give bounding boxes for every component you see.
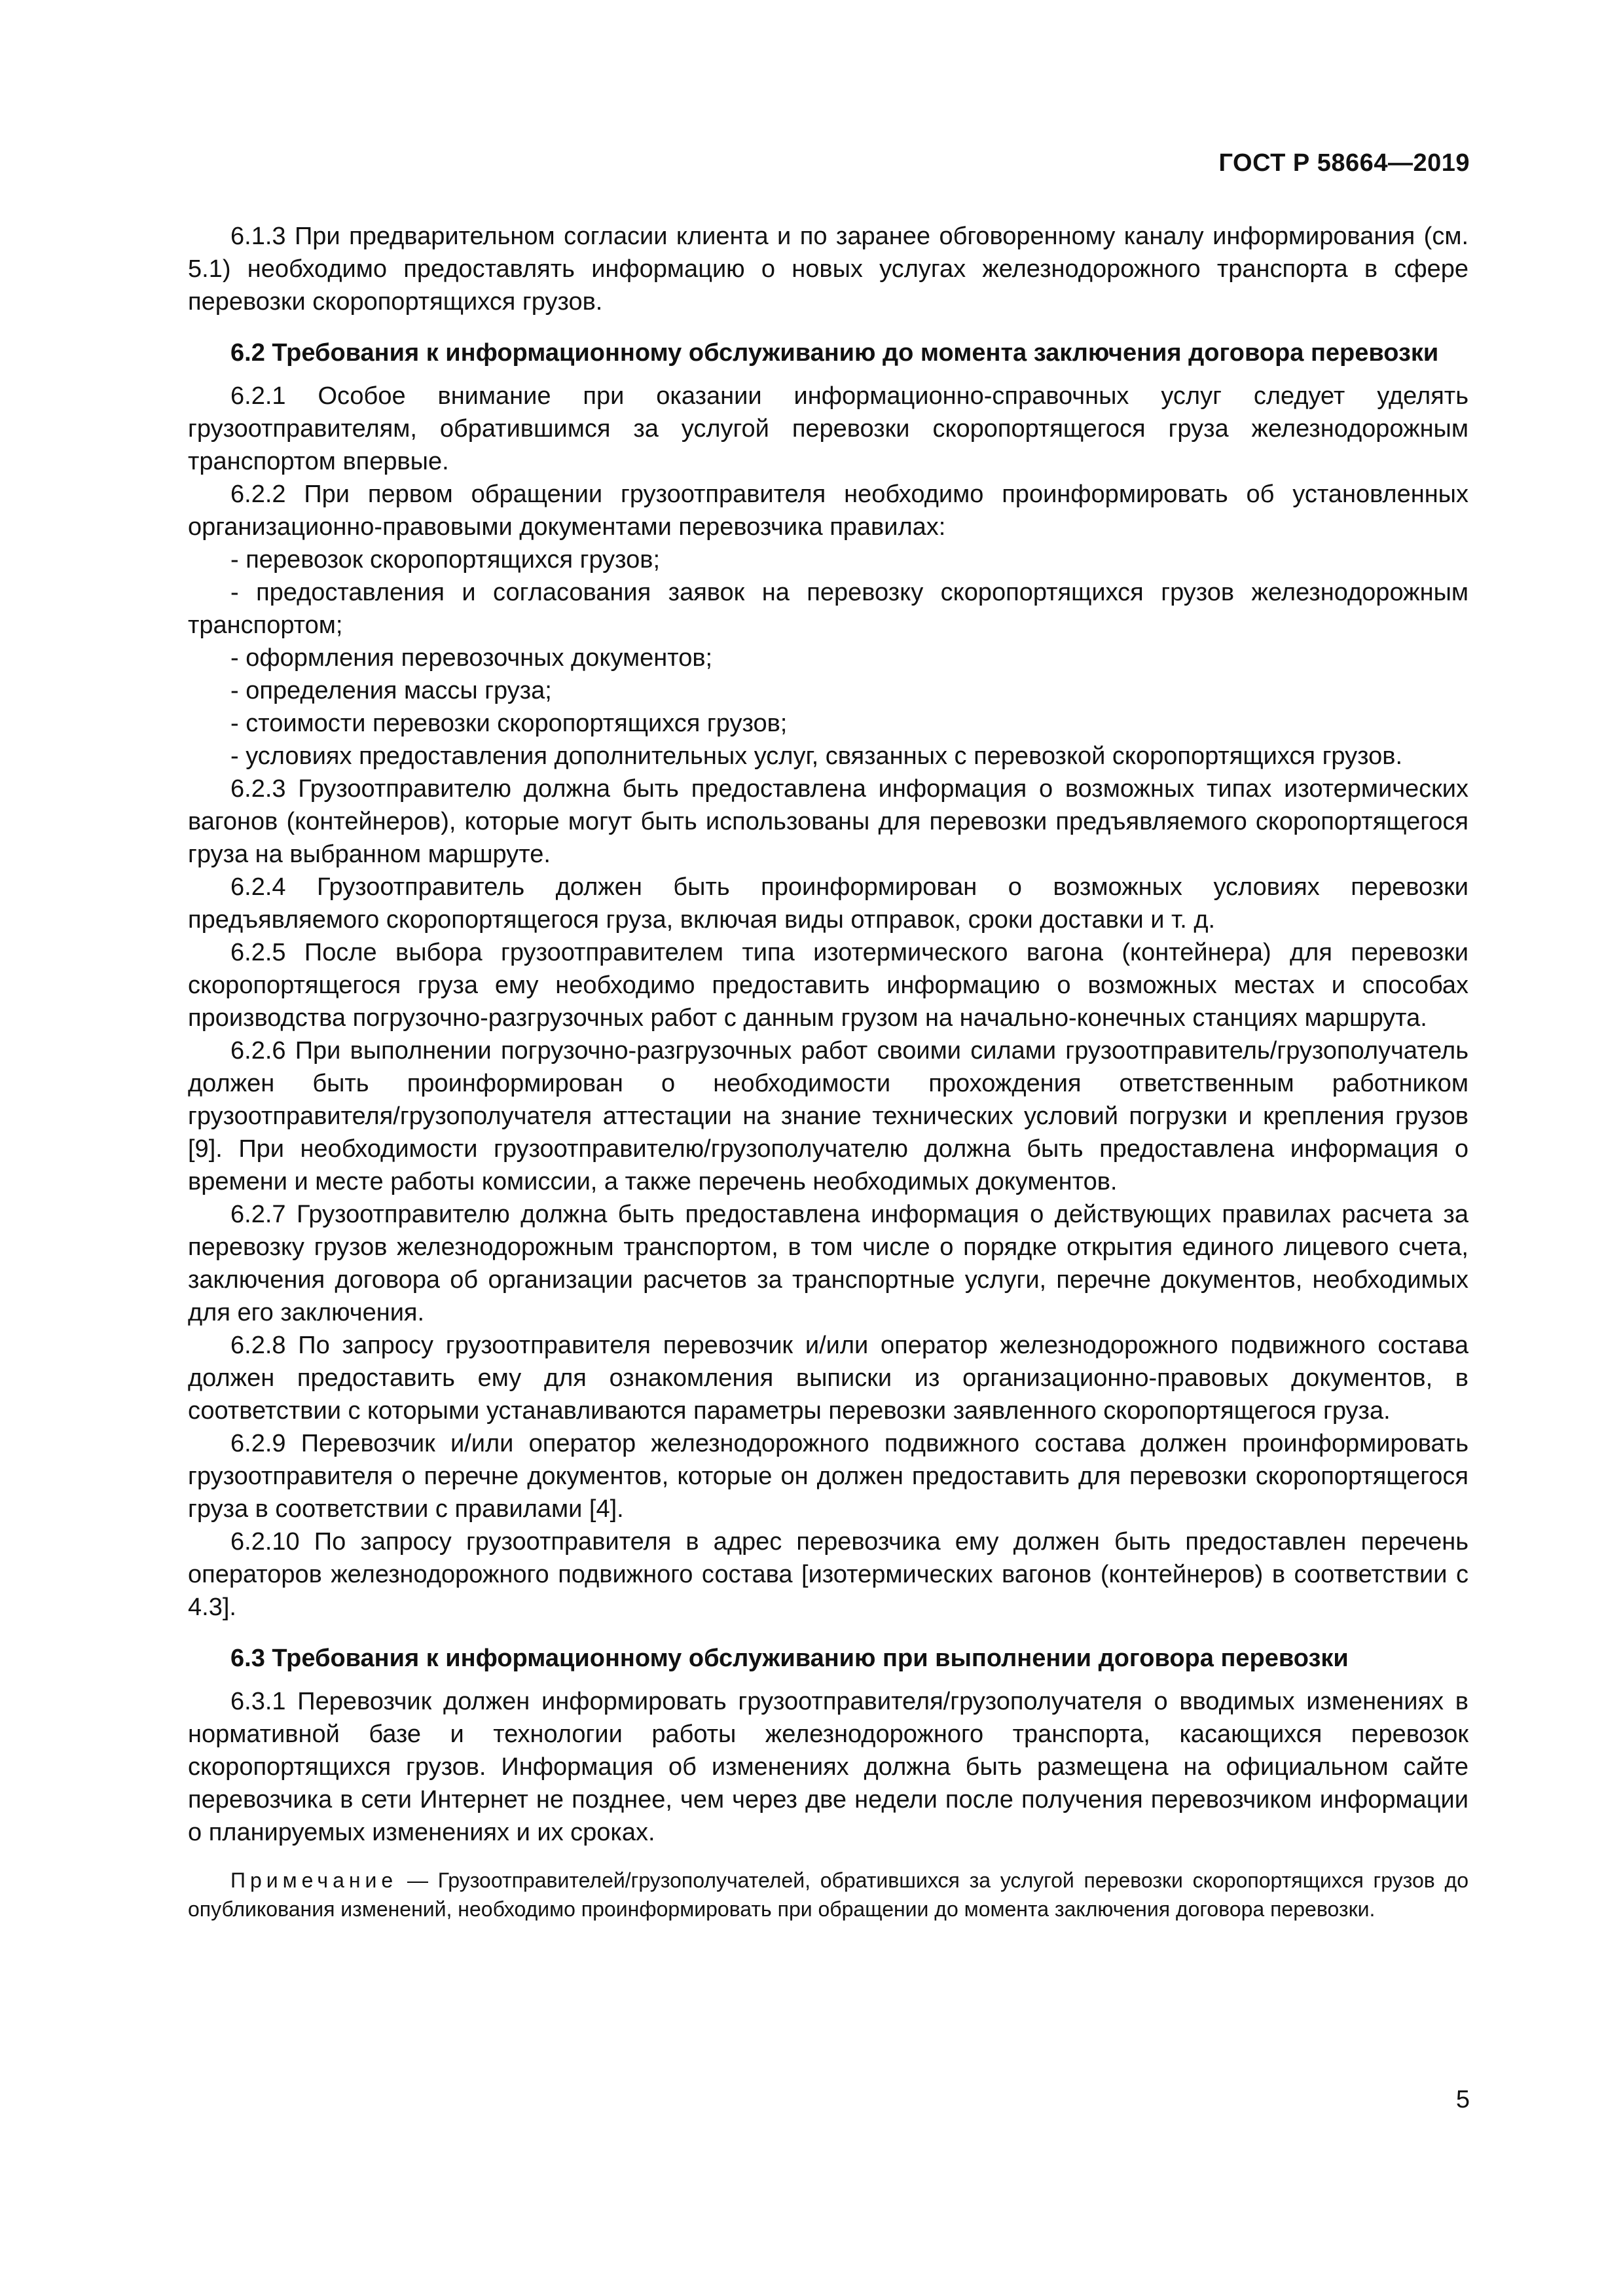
paragraph-6-2-2: 6.2.2 При первом обращении грузоотправителя необходимо проинформировать об установленных организационно-правовыми документами перевозчика правилах: [188, 481, 1468, 541]
list-item: - оформления перевозочных документов; [230, 644, 713, 672]
paragraph-6-3-1: 6.3.1 Перевозчик должен информировать грузоотправителя/грузополучателя о вводимых изменениях в нормативной базе и технологии работы железнодорожного транспорта, касающихся перевозок скоропортящихся грузов. Информация об изменениях должна быть размещена на официальном сайте перевозчика в сети Интернет не позднее, чем через две недели после получения перевозчиком информации о планируемых изменениях и их сроках. [188, 1688, 1468, 1846]
note-text: — Грузоотправителей/грузополучателей, обратившихся за услугой перевозки скоропортящихся грузов до опубликования изменений, необходимо проинформировать при обращении до момента заключения договора перевозки. [188, 1868, 1468, 1921]
paragraph-6-2-8: 6.2.8 По запросу грузоотправителя перевозчик и/или оператор железнодорожного подвижного состава должен предоставить ему для ознакомления выписки из организационно-правовых документов, в соответствии с которыми устанавливаются параметры перевозки заявленного скоропортящегося груза. [188, 1332, 1468, 1425]
note [188, 1866, 1468, 1923]
paragraph-6-2-1: 6.2.1 Особое внимание при оказании информационно-справочных услуг следует уделять грузоотправителям, обратившимся за услугой перевозки скоропортящегося груза железнодорожным транспортом впервые. [188, 382, 1468, 475]
list-item: - условиях предоставления дополнительных услуг, связанных с перевозкой скоропортящихся грузов. [230, 742, 1403, 770]
list-item: - перевозок скоропортящихся грузов; [230, 546, 661, 574]
paragraph-6-2-5: 6.2.5 После выбора грузоотправителем типа изотермического вагона (контейнера) для перевозки скоропортящегося груза ему необходимо предоставить информацию о возможных местах и способах производства погрузочно-разгрузочных работ с данным грузом на начально-конечных станциях маршрута. [188, 939, 1468, 1032]
paragraph-6-2-10: 6.2.10 По запросу грузоотправителя в адрес перевозчика ему должен быть предоставлен перечень операторов железнодорожного подвижного состава [изотермических вагонов (контейнеров) в соответствии с 4.3]. [188, 1528, 1468, 1621]
document-body [188, 220, 1468, 1923]
section-heading-6-3: 6.3 Требования к информационному обслуживанию при выполнении договора перевозки [230, 1645, 1349, 1672]
rules-list [188, 543, 1468, 773]
paragraph-6-2-3: 6.2.3 Грузоотправителю должна быть предоставлена информация о возможных типах изотермических вагонов (контейнеров), которые могут быть использованы для перевозки предъявляемого скоропортящегося груза на выбранном маршруте. [188, 775, 1468, 868]
list-item: - определения массы груза; [230, 677, 552, 704]
paragraph-6-2-6: 6.2.6 При выполнении погрузочно-разгрузочных работ своими силами грузоотправитель/грузополучатель должен быть проинформирован о необходимости прохождения ответственным работником грузоотправителя/грузополучателя аттестации на знание технических условий погрузки и крепления грузов [9]. При необходимости грузоотправителю/грузополучателю должна быть предоставлена информация о времени и месте работы комиссии, а также перечень необходимых документов. [188, 1037, 1468, 1195]
paragraph-6-2-4: 6.2.4 Грузоотправитель должен быть проинформирован о возможных условиях перевозки предъявляемого скоропортящегося груза, включая виды отправок, сроки доставки и т. д. [188, 873, 1468, 934]
paragraph-6-1-3: 6.1.3 При предварительном согласии клиента и по заранее обговоренному каналу информирования (см. 5.1) необходимо предоставлять информацию о новых услугах железнодорожного транспорта в сфере перевозки скоропортящихся грузов. [188, 223, 1468, 316]
standard-code-header: ГОСТ Р 58664—2019 [1218, 149, 1470, 177]
paragraph-6-2-7: 6.2.7 Грузоотправителю должна быть предоставлена информация о действующих правилах расчета за перевозку грузов железнодорожным транспортом, в том числе о порядке открытия единого лицевого счета, заключения договора об организации расчетов за транспортные услуги, перечне документов, необходимых для его заключения. [188, 1201, 1468, 1326]
paragraph-6-2-9: 6.2.9 Перевозчик и/или оператор железнодорожного подвижного состава должен проинформировать грузоотправителя о перечне документов, которые он должен предоставить для перевозки скоропортящегося груза в соответствии с правилами [4]. [188, 1430, 1468, 1523]
page-number: 5 [1455, 2086, 1470, 2113]
list-item: - предоставления и согласования заявок на перевозку скоропортящихся грузов железнодорожным транспортом; [188, 579, 1468, 639]
note-label: Примечание [230, 1868, 398, 1892]
section-heading-6-2: 6.2 Требования к информационному обслуживанию до момента заключения договора перевозки [230, 339, 1439, 367]
list-item: - стоимости перевозки скоропортящихся грузов; [230, 710, 788, 737]
